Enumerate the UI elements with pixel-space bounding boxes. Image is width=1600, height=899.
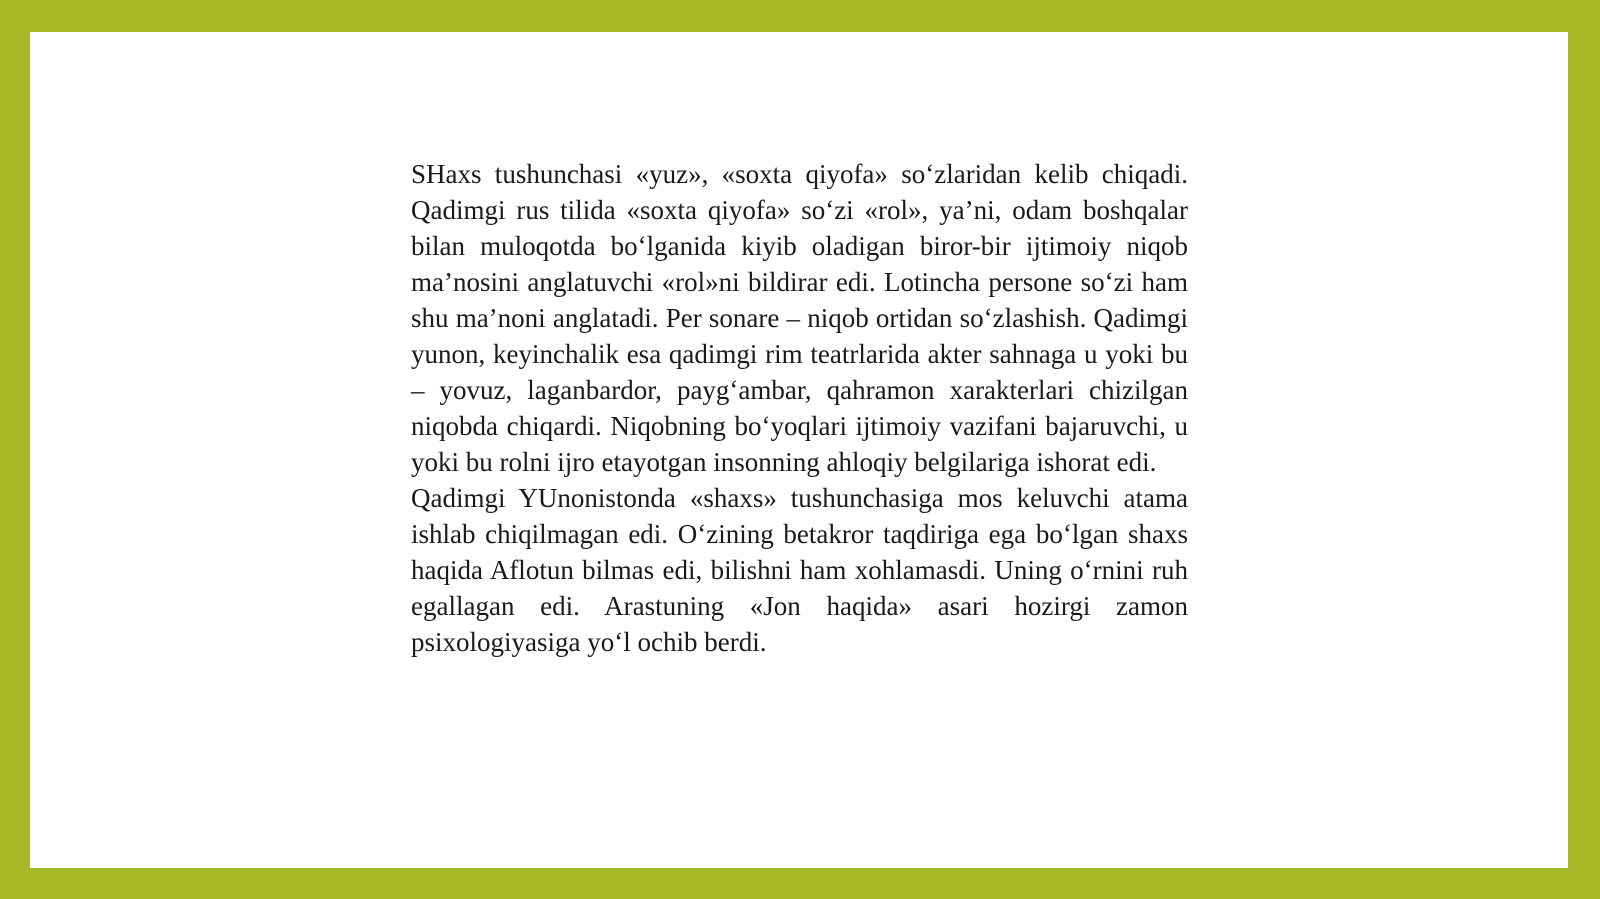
paragraph-2: Qadimgi YUnonistonda «shaxs» tushunchasiga mos keluvchi atama ishlab chiqilmagan edi. O‘zining betakror taqdiriga ega bo‘lgan shaxs haqida Aflotun bilmas edi, bilishni ham xohlamasdi. Uning o‘rnini ruh egallagan edi. Arastuning «Jon haqida» asari hozirgi zamon psixologiyasiga yo‘l ochib berdi. xyxy=(411,483,1188,657)
slide-text-block xyxy=(411,156,1188,660)
paragraph-1: SHaxs tushunchasi «yuz», «soxta qiyofa» so‘zlaridan kelib chiqadi. Qadimgi rus tilida «soxta qiyofa» so‘zi «rol», ya’ni, odam boshqalar bilan muloqotda bo‘lganida kiyib oladigan biror-bir ijtimoiy niqob ma’nosini anglatuvchi «rol»ni bildirar edi. Lotincha persone so‘zi ham shu ma’noni anglatadi. Per sonare – niqob ortidan so‘zlashish. Qadimgi yunon, keyinchalik esa qadimgi rim teatrlarida akter sahnaga u yoki bu – yovuz, laganbardor, payg‘ambar, qahramon xarakterlari chizilgan niqobda chiqardi. Niqobning bo‘yoqlari ijtimoiy vazifani bajaruvchi, u yoki bu rolni ijro etayotgan insonning ahloqiy belgilariga ishorat edi. xyxy=(411,159,1188,477)
slide-canvas xyxy=(30,32,1568,868)
